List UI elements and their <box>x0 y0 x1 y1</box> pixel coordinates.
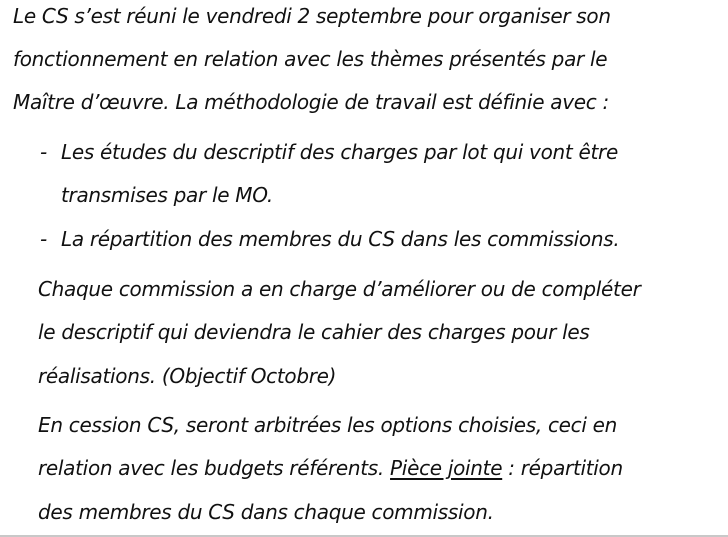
text-line: Maître d’œuvre. La méthodologie de travail est définie avec : <box>13 90 609 114</box>
text-line: transmises par le MO. <box>61 183 273 207</box>
bullet-dash: - <box>40 227 47 251</box>
text-segment: relation avec les budgets référents. <box>38 456 391 480</box>
text-line: La répartition des membres du CS dans les commissions. <box>61 227 620 251</box>
text-line: Le CS s’est réuni le vendredi 2 septembre pour organiser son <box>13 4 611 28</box>
attachment-link[interactable]: Pièce jointe <box>390 456 503 480</box>
text-line: réalisations. (Objectif Octobre) <box>38 364 337 388</box>
text-segment: : répartition <box>502 456 623 480</box>
text-line: Les études du descriptif des charges par lot qui vont être <box>61 140 618 164</box>
text-line-with-attachment <box>38 455 623 481</box>
text-line: le descriptif qui deviendra le cahier des charges pour les <box>38 320 590 344</box>
text-line: des membres du CS dans chaque commission. <box>38 500 494 524</box>
bullet-dash: - <box>40 140 47 164</box>
text-line: fonctionnement en relation avec les thèmes présentés par le <box>13 47 608 71</box>
text-line: En cession CS, seront arbitrées les options choisies, ceci en <box>38 413 618 437</box>
text-line: Chaque commission a en charge d’améliorer ou de compléter <box>38 277 641 301</box>
